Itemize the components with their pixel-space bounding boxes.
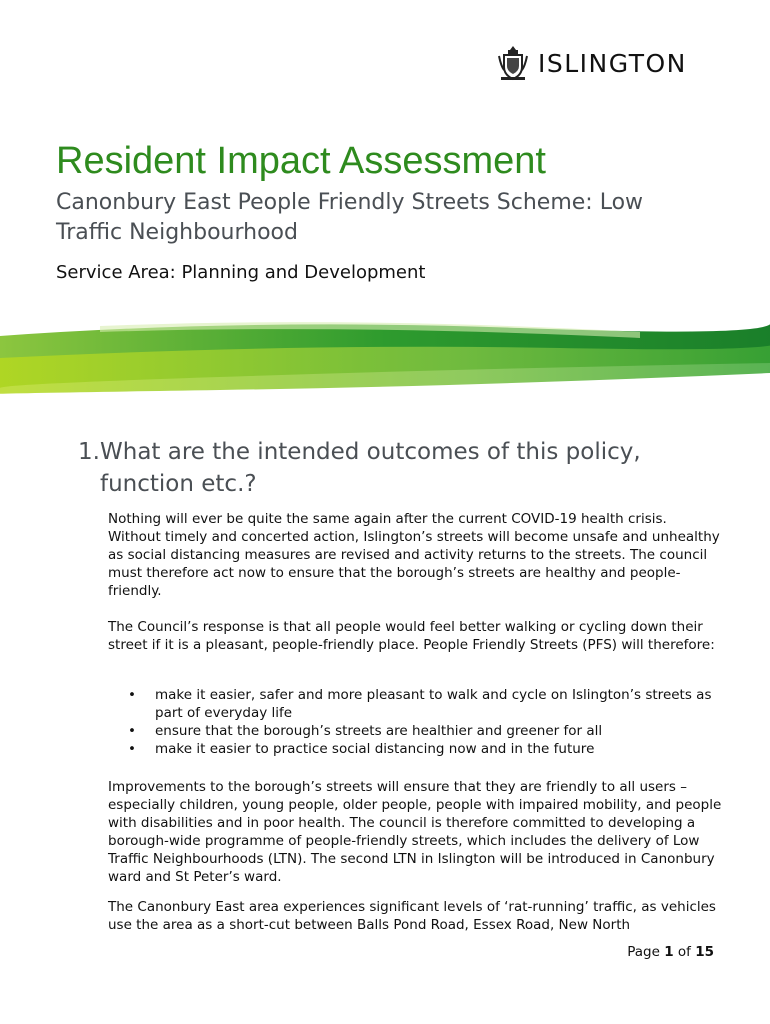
page-number: Page 1 of 15	[627, 944, 714, 960]
bullet-list	[108, 686, 723, 758]
section-heading-text: What are the intended outcomes of this policy, function etc.?	[100, 439, 641, 497]
islington-logo	[496, 44, 687, 82]
paragraph-text: Improvements to the borough’s streets will ensure that they are friendly to all users – especially children, young people, older people, people with impaired mobility, and people with disabilities and in poor health. The council is therefore committed to developing a borough-wide programme of people-friendly streets, which includes the delivery of Low Traffic Neighbourhoods (LTN). The second LTN in Islington will be introduced in Canonbury ward and St Peter’s ward.	[108, 779, 722, 885]
paragraph-text: The Council’s response is that all people would feel better walking or cycling down their street if it is a pleasant, people-friendly place. People Friendly Streets (PFS) will therefore:	[108, 619, 715, 653]
section-heading	[78, 436, 698, 500]
logo-wordmark: ISLINGTON	[538, 48, 687, 78]
list-item: • make it easier, safer and more pleasant to walk and cycle on Islington’s streets as part of everyday life	[108, 686, 723, 722]
list-item: • ensure that the borough’s streets are healthier and greener for all	[108, 722, 723, 740]
green-wave-banner	[0, 318, 770, 398]
paragraph-text: The Canonbury East area experiences significant levels of ‘rat-running’ traffic, as vehicles use the area as a short-cut between Balls Pond Road, Essex Road, New North	[108, 899, 716, 933]
coat-of-arms-icon	[496, 44, 530, 82]
paragraph-2	[108, 618, 723, 654]
document-subtitle: Canonbury East People Friendly Streets Scheme: Low Traffic Neighbourhood	[56, 190, 644, 245]
section-number: 1.	[78, 439, 100, 465]
paragraph-3	[108, 778, 723, 886]
list-item: • make it easier to practice social distancing now and in the future	[108, 740, 723, 758]
service-area: Service Area: Planning and Development	[56, 262, 426, 283]
paragraph-1	[108, 510, 723, 600]
paragraph-4	[108, 898, 723, 934]
paragraph-text: Nothing will ever be quite the same again after the current COVID-19 health crisis. Without timely and concerted action, Islington’s streets will become unsafe and unhealthy as social distancing measures are revised and activity returns to the streets. The council must therefore act now to ensure that the borough’s streets are healthy and people-friendly.	[108, 511, 720, 599]
document-title: Resident Impact Assessment	[56, 140, 546, 182]
